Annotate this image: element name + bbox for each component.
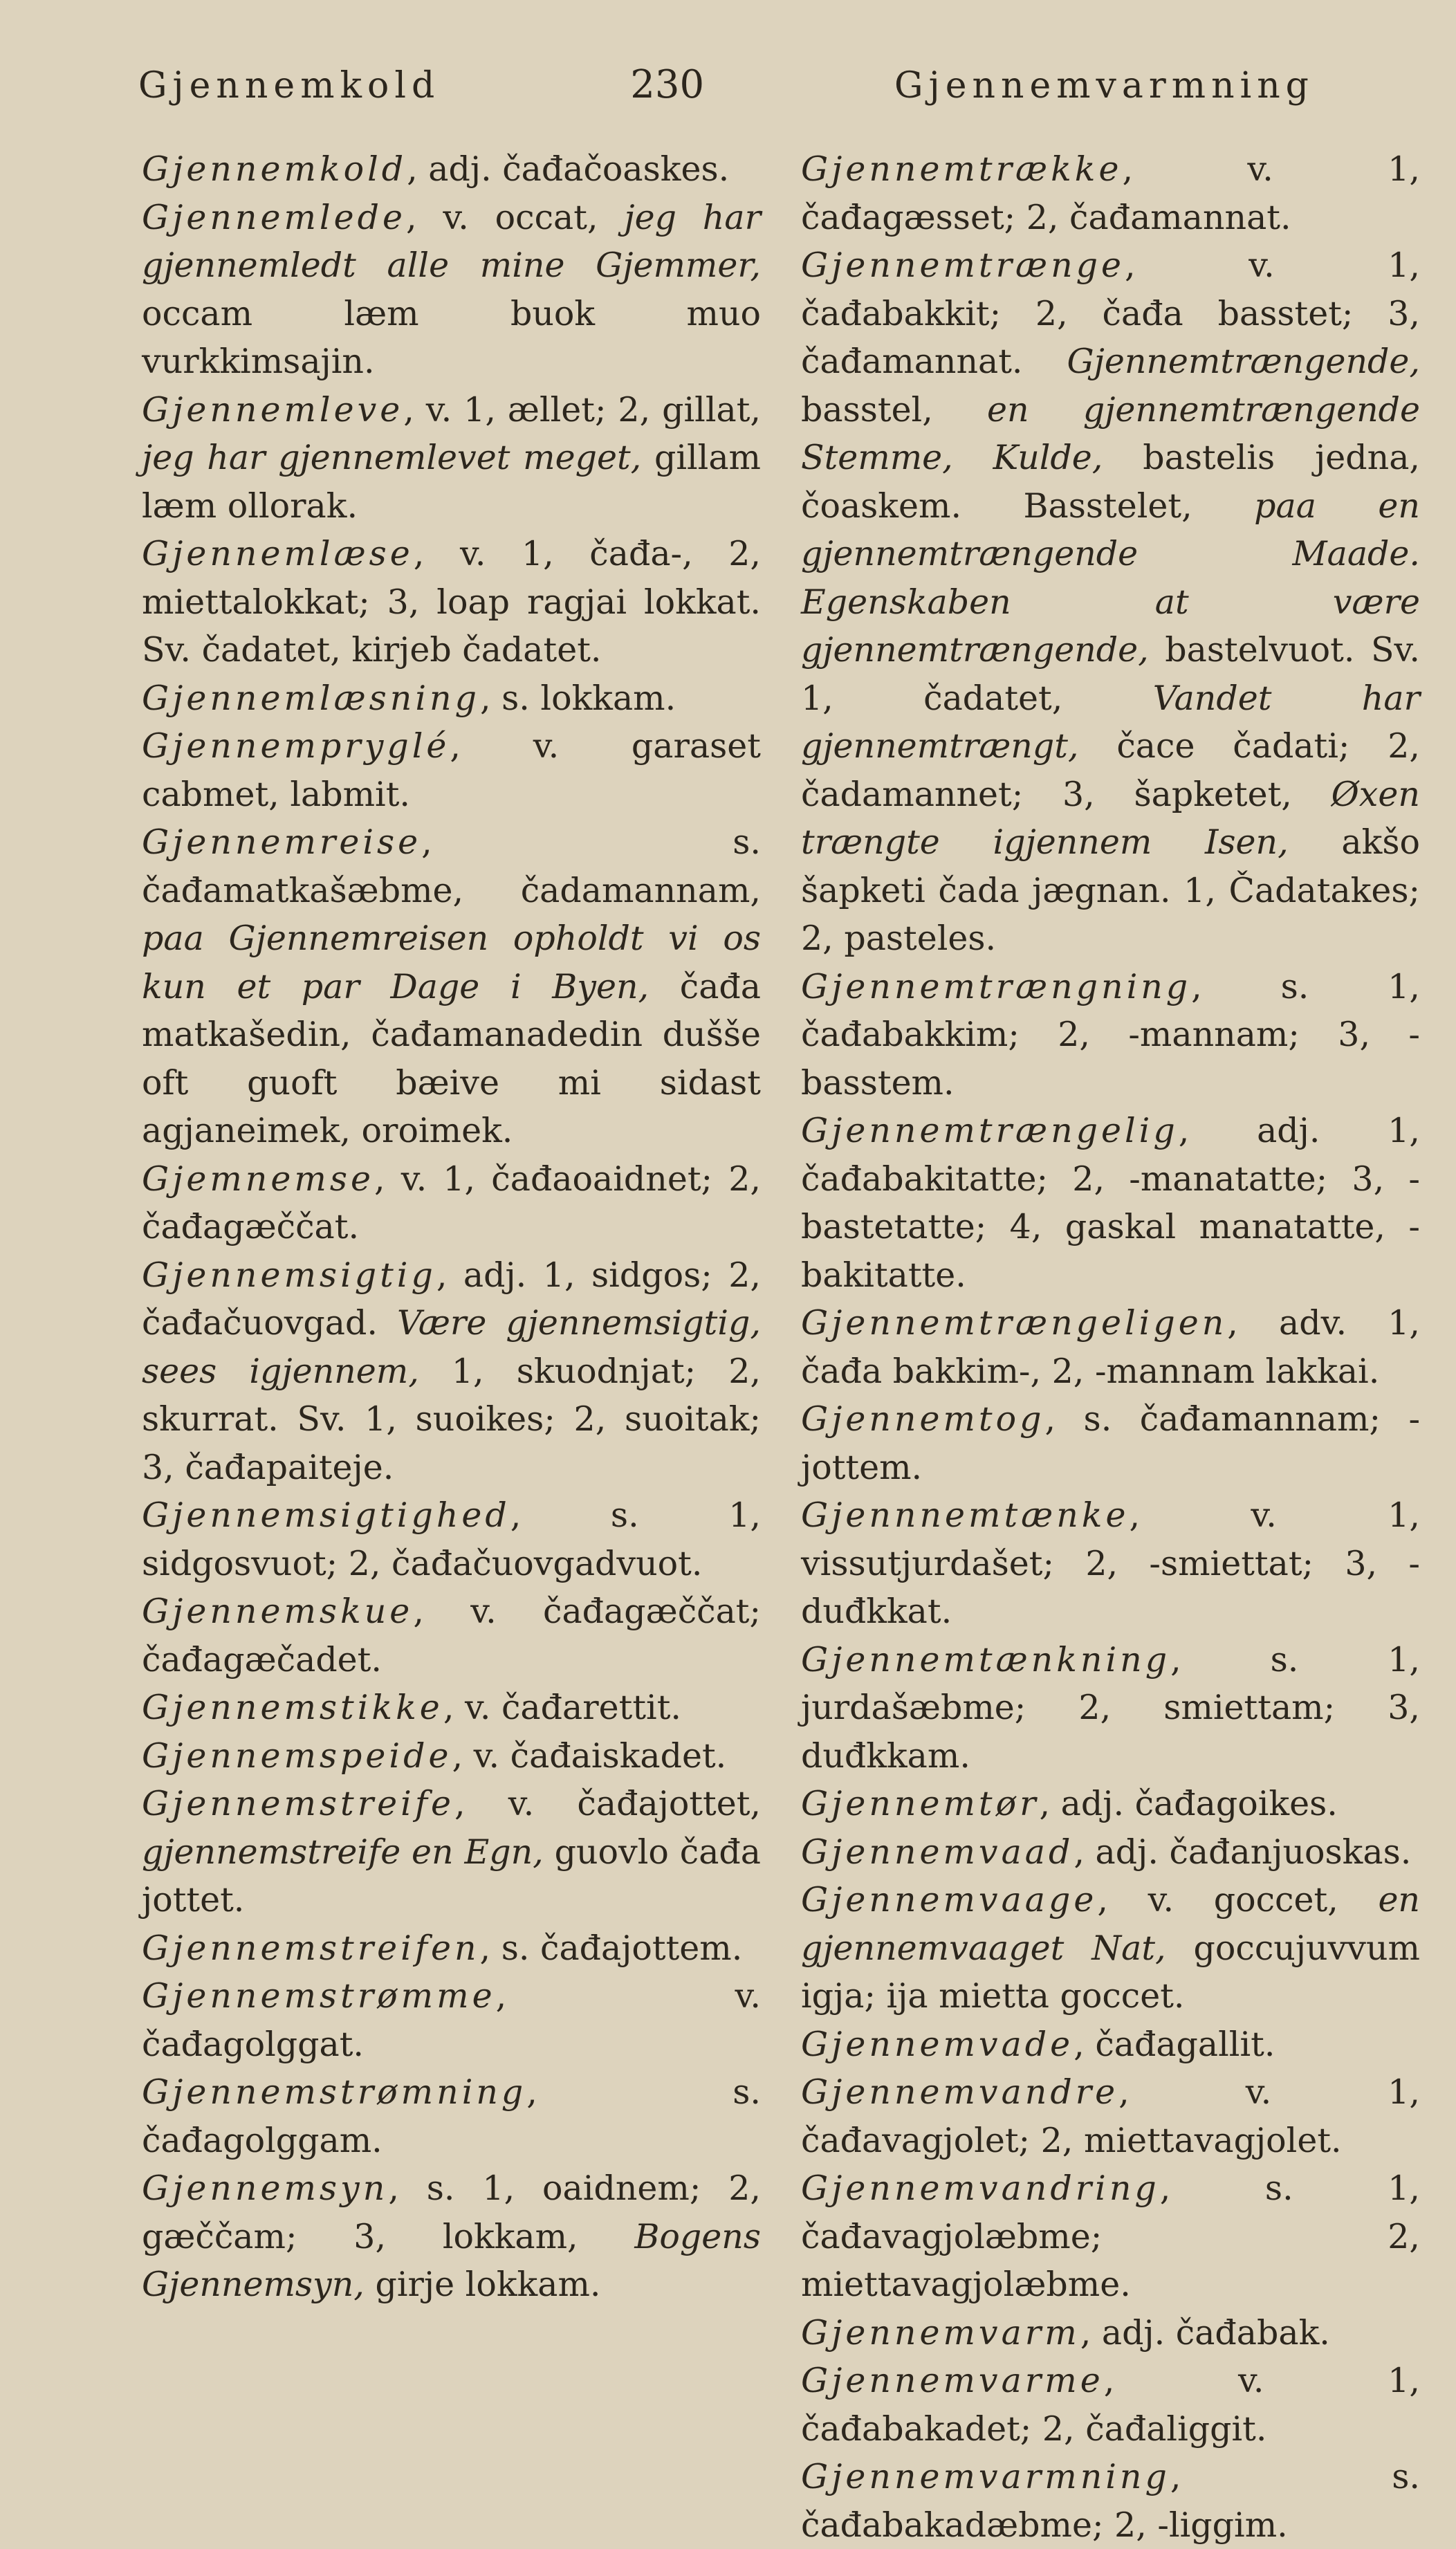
entry-headword: Gjennemlede [142,197,406,237]
dictionary-entry [801,1395,1420,1491]
entry-text: , v. 1, čađagæsset; 2, čađamannat. [801,149,1420,237]
entry-text: , v. čađajottet, [454,1784,761,1823]
entry-headword: Gjennemstrømning [142,2072,527,2112]
entry-example: paa Gjennemreisen opholdt vi os kun et par Dage i Byen, [142,919,761,1006]
entry-headword: Gjennemtrække [801,149,1123,189]
entry-text: gillam læm ollorak. [142,438,762,526]
entry-text: bastelis jedna, čoaskem. Basstelet, [801,438,1420,526]
entry-text: basstel, [801,389,988,430]
entry-text: , v. čađarettit. [443,1688,681,1727]
entry-text: akšo šapketi čada jægnan. 1, Čadatakes; 2, pasteles. [801,822,1420,958]
entry-headword: Gjennemtænkning [801,1639,1171,1680]
entry-headword: Gjennemkold [142,149,407,189]
dictionary-entry [142,1155,761,1251]
entry-headword: Gjennemtrængning [801,966,1192,1006]
entry-headword: Gjennemvaage [801,1880,1098,1920]
dictionary-entry [142,530,761,674]
entry-text: , v. 1, čađa-, 2, miettalokkat; 3, loap ragjai lokkat. Sv. čadatet, kirjeb čadatet. [142,534,761,670]
right-guide-word: Gjennemvarmning [894,65,1314,107]
entry-example: Vandet har gjennemtrængt, [801,678,1420,766]
entry-headword: Gjennemstikke [142,1688,443,1727]
entry-text: , adj. čađagoikes. [1039,1784,1338,1823]
entry-example: Bogens Gjennemsyn, [142,2216,761,2304]
entry-text: , čađagallit. [1073,2024,1275,2064]
entry-headword: Gjennemstrømme [142,1976,496,2016]
dictionary-entry [801,145,1420,241]
dictionary-entry [142,2068,761,2164]
dictionary-entry [801,1876,1420,2021]
dictionary-entry [142,818,761,1155]
entry-headword: Gjennnemtænke [801,1496,1130,1535]
entry-headword: Gjennempryglé [142,726,450,766]
dictionary-entry [801,963,1420,1107]
dictionary-entry [142,2164,761,2309]
dictionary-entry [801,2021,1420,2069]
entry-text: occam læm buok muo vurkkimsajin. [142,293,761,381]
entry-text: , s. 1, čađavagjolæbme; 2, miettavagjolæbme. [801,2169,1420,2304]
dictionary-entry [142,194,761,386]
left-column [142,145,761,2309]
entry-headword: Gjennemvaad [801,1832,1074,1872]
entry-headword: Gjennemreise [142,822,422,862]
entry-text: čađa matkašedin, čađamanadedin dušše oft guoft bæive mi sidast agjaneimek, oroimek. [142,966,761,1150]
entry-headword: Gjennemskue [142,1592,414,1631]
dictionary-entry [142,1684,761,1732]
entry-text: , v. čađagolggat. [142,1976,761,2064]
entry-text: , v. čađagæččat; čađagæčadet. [142,1592,761,1680]
dictionary-entry [801,241,1420,963]
entry-headword: Gjennemstreife [142,1784,454,1823]
entry-text: , adj. 1, sidgos; 2, čađačuovgad. [142,1255,761,1343]
dictionary-entry [142,1491,761,1588]
entry-text: , v. 1, čađavagjolet; 2, miettavagjolet. [801,2072,1420,2160]
entry-example: en gjennemvaaget Nat, [801,1880,1420,1968]
running-header [138,62,1314,118]
dictionary-entry [142,1924,761,1973]
dictionary-entry [801,1828,1420,1877]
entry-text: 1, skuodnjat; 2, skurrat. Sv. 1, suoikes; 2, suoitak; 3, čađapaiteje. [142,1351,762,1487]
entry-headword: Gjennemsigtighed [142,1496,510,1535]
dictionary-entry [142,722,761,818]
entry-headword: Gjennemsyn [142,2169,389,2208]
entry-headword: Gjennemtrængelig [801,1111,1179,1150]
entry-text: , adv. 1, čađa bakkim-, 2, -mannam lakkai. [801,1303,1420,1391]
entry-example: jeg har gjennemledt alle mine Gjemmer, [142,197,761,285]
right-column [801,145,1420,2549]
entry-text: , v. 1, čađabakkit; 2, čađa basstet; 3, čađamannat. [801,246,1420,381]
entry-headword: Gjennemlæse [142,534,414,573]
entry-text: , v. 1, ællet; 2, gillat, [403,389,761,430]
dictionary-entry [142,1732,761,1780]
entry-headword: Gjennemtog [801,1399,1045,1439]
dictionary-entry [801,1491,1420,1636]
entry-headword: Gjennemvarm [801,2312,1080,2353]
entry-text: bastelvuot. Sv. 1, čadatet, [801,630,1420,718]
entry-text: , s. čađamatkašæbme, čadamannam, [142,822,761,910]
entry-example: jeg har gjennemlevet meget, [142,438,642,477]
entry-text: , s. 1, sidgosvuot; 2, čađačuovgadvuot. [142,1496,761,1583]
entry-text: čace čadati; 2, čadamannet; 3, šapketet, [801,726,1420,814]
entry-headword: Gjennemspeide [142,1736,452,1776]
entry-text: girje lokkam. [364,2265,601,2304]
dictionary-entry [142,1972,761,2068]
entry-text: , adj. čađanjuoskas. [1073,1832,1412,1872]
entry-text: goccujuvvum igja; ija mietta goccet. [801,1928,1421,2016]
entry-headword: Gjennemvarmning [801,2457,1170,2496]
entry-text: , adj. čađačoaskes. [407,149,730,189]
entry-text: , adj. čađabak. [1080,2312,1330,2353]
dictionary-entry [801,2309,1420,2357]
dictionary-entry [801,2453,1420,2549]
entry-text: , v. occat, [405,197,625,237]
entry-text: , v. 1, vissutjurdašet; 2, -smiettat; 3, -duđkkat. [801,1496,1420,1631]
entry-headword: Gjennemleve [142,389,404,430]
entry-headword: Gjemnemse [142,1159,374,1199]
entry-example: Øxen trængte igjennem Isen, [801,774,1420,862]
entry-headword: Gjennemtrænge [801,246,1125,285]
dictionary-entry [142,145,761,194]
entry-headword: Gjennemtør [801,1784,1040,1823]
entry-headword: Gjennemtrængeligen [801,1303,1228,1343]
entry-text: , s. čađabakadæbme; 2, -liggim. [801,2457,1420,2545]
dictionary-entry [801,1780,1420,1828]
dictionary-entry [142,1251,761,1492]
entry-text: , s. 1, čađabakkim; 2, -mannam; 3, -basstem. [801,966,1420,1103]
dictionary-entry [142,1588,761,1684]
entry-text: , v. čađaiskadet. [452,1736,727,1776]
entry-text: , s. čađagolggam. [142,2072,761,2160]
dictionary-entry [801,1636,1420,1780]
dictionary-entry [142,674,761,723]
entry-example: paa en gjennemtrængende Maade. Egenskaben at være gjennemtrængende, [801,486,1420,670]
entry-headword: Gjennemstreifen [142,1928,480,1968]
entry-text: guovlo čađa jottet. [142,1832,761,1920]
dictionary-entry [801,2068,1420,2164]
entry-example: en gjennemtrængende Stemme, Kulde, [801,389,1420,477]
entry-example: gjennemstreife en Egn, [142,1832,544,1872]
entry-text: , adj. 1, čađabakitatte; 2, -manatatte; 3, -bastetatte; 4, gaskal manatatte, -bakitatte. [801,1111,1420,1295]
entry-example: Være gjennemsigtig, sees igjennem, [142,1303,761,1391]
dictionary-entry [142,1780,761,1924]
entry-text: , s. 1, jurdašæbme; 2, smiettam; 3, duđkkam. [801,1639,1420,1776]
entry-text: , s. čađamannam; -jottem. [801,1399,1420,1487]
dictionary-entry [801,1299,1420,1395]
left-guide-word: Gjennemkold [138,65,441,107]
dictionary-entry [801,1107,1420,1299]
entry-text: , v. 1, čađaoaidnet; 2, čađagæččat. [142,1159,761,1246]
entry-example: Gjennemtrængende, [1067,342,1420,381]
entry-headword: Gjennemvade [801,2024,1074,2064]
entry-headword: Gjennemvandre [801,2072,1119,2112]
entry-text: , v. 1, čađabakadet; 2, čađaliggit. [801,2361,1420,2449]
dictionary-entry [142,386,761,531]
dictionary-entry [801,2164,1420,2309]
entry-text: , v. goccet, [1097,1880,1379,1920]
entry-headword: Gjennemsigtig [142,1255,436,1295]
entry-text: , s. 1, oaidnem; 2, gæččam; 3, lokkam, [142,2169,761,2256]
entry-text: , s. lokkam. [479,678,676,718]
entry-text: , v. garaset cabmet, labmit. [142,726,761,814]
entry-text: , s. čađajottem. [479,1928,743,1968]
entry-headword: Gjennemlæsning [142,678,480,718]
dictionary-entry [801,2357,1420,2453]
entry-headword: Gjennemvandring [801,2169,1160,2208]
entry-headword: Gjennemvarme [801,2361,1104,2400]
page-number: 230 [630,62,705,107]
